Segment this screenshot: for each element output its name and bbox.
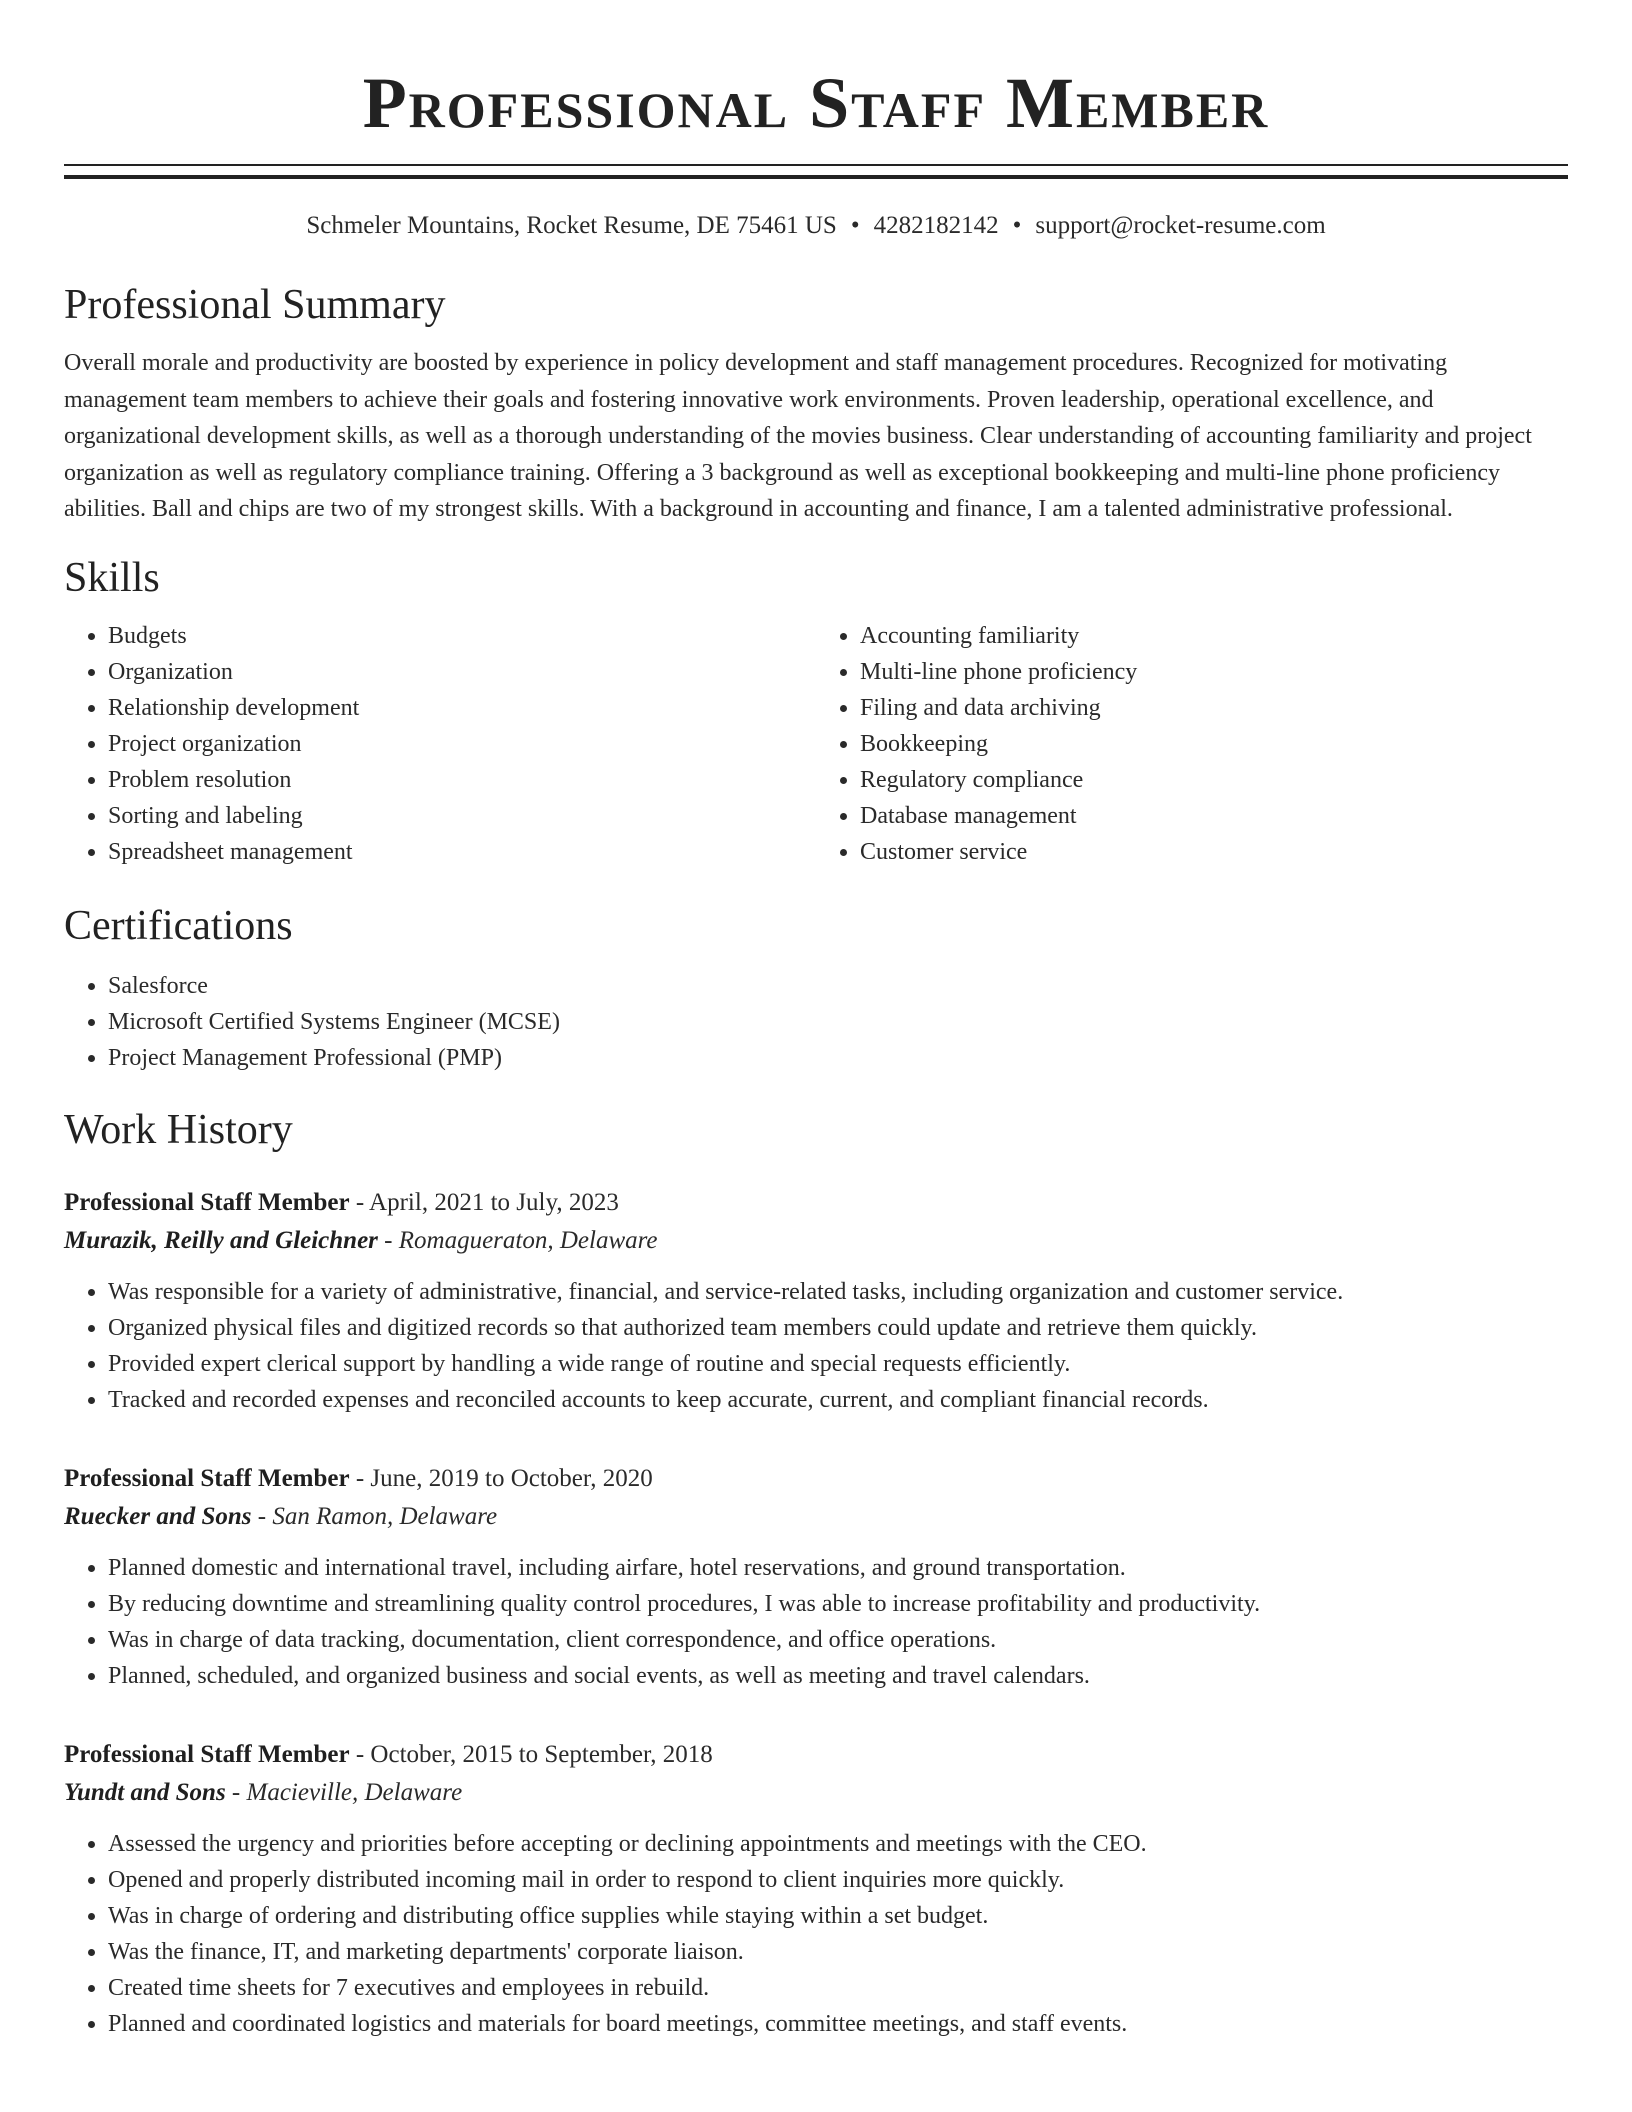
header-divider [64, 164, 1568, 179]
job-entry [64, 1184, 1568, 1418]
job-bullet: • Planned, scheduled, and organized business and social events, as well as meeting and travel calendars. [108, 1658, 1568, 1694]
contact-line [64, 211, 1568, 241]
candidate-name: Professional Staff Member [362, 63, 1270, 143]
job-bullet: • Provided expert clerical support by handling a wide range of routine and special requests efficiently. [108, 1346, 1568, 1382]
skill-item: • Bookkeeping [860, 726, 1568, 762]
job-company: Ruecker and Sons [64, 1502, 252, 1530]
skill-item: • Organization [108, 654, 816, 690]
bullet-separator: • [1012, 212, 1022, 239]
job-bullet: • Planned domestic and international travel, including airfare, hotel reservations, and ground transportation. [108, 1550, 1568, 1586]
job-title-line: Professional Staff Member - June, 2019 to October, 2020 [64, 1464, 653, 1492]
skill-item: • Filing and data archiving [860, 690, 1568, 726]
contact-phone: 4282182142 [873, 212, 999, 239]
job-company-line: Murazik, Reilly and Gleichner - Romagueraton, Delaware [64, 1226, 658, 1254]
skill-item: • Customer service [860, 834, 1568, 870]
job-entry [64, 1736, 1568, 2042]
job-bullet: • Was in charge of data tracking, documentation, client correspondence, and office operations. [108, 1622, 1568, 1658]
certification-item: • Microsoft Certified Systems Engineer (MCSE) [108, 1004, 1568, 1040]
work-history-heading: Work History [64, 1106, 293, 1153]
job-title-line: Professional Staff Member - October, 2015 to September, 2018 [64, 1740, 713, 1768]
job-title-line: Professional Staff Member - April, 2021 to July, 2023 [64, 1188, 619, 1216]
certification-item: • Project Management Professional (PMP) [108, 1040, 1568, 1076]
job-company-line: Yundt and Sons - Macieville, Delaware [64, 1778, 463, 1806]
job-bullet: • By reducing downtime and streamlining quality control procedures, I was able to increase profitability and productivity. [108, 1586, 1568, 1622]
summary-text: Overall morale and productivity are boosted by experience in policy development and staff management procedures. Recognized for motivating management team members to achieve their goals and fostering innovative work environments. Proven leadership, operational excellence, and organizational development skills, as well as a thorough understanding of the movies business. Clear understanding of accounting familiarity and project organization as well as regulatory compliance training. Offering a 3 background as well as exceptional bookkeeping and multi-line phone proficiency abilities. Ball and chips are two of my strongest skills. With a background in accounting and finance, I am a talented administrative professional. [64, 350, 1532, 522]
job-bullets [64, 1274, 1568, 1418]
skill-item: • Project organization [108, 726, 816, 762]
job-dates: October, 2015 to September, 2018 [370, 1740, 713, 1768]
summary-heading: Professional Summary [64, 282, 446, 328]
job-bullet: • Was the finance, IT, and marketing departments' corporate liaison. [108, 1934, 1568, 1970]
job-bullet: • Was responsible for a variety of administrative, financial, and service-related tasks, including organization and customer service. [108, 1274, 1568, 1310]
skill-item: • Relationship development [108, 690, 816, 726]
job-title: Professional Staff Member [64, 1464, 350, 1492]
certifications-list [64, 968, 1568, 1076]
skills-columns [64, 618, 1568, 870]
skills-list-right [816, 618, 1568, 870]
job-bullet: • Was in charge of ordering and distributing office supplies while staying within a set budget. [108, 1898, 1568, 1934]
skill-item: • Database management [860, 798, 1568, 834]
job-location: Romagueraton, Delaware [398, 1226, 658, 1254]
job-location: Macieville, Delaware [246, 1778, 463, 1806]
job-dates: April, 2021 to July, 2023 [369, 1188, 619, 1216]
skill-item: • Spreadsheet management [108, 834, 816, 870]
skill-item: • Regulatory compliance [860, 762, 1568, 798]
skills-list-left [64, 618, 816, 870]
skill-item: • Budgets [108, 618, 816, 654]
job-company: Yundt and Sons [64, 1778, 226, 1806]
job-bullet: • Created time sheets for 7 executives and employees in rebuild. [108, 1970, 1568, 2006]
job-bullets [64, 1550, 1568, 1694]
job-dates: June, 2019 to October, 2020 [370, 1464, 653, 1492]
job-company-line: Ruecker and Sons - San Ramon, Delaware [64, 1502, 498, 1530]
job-bullet: • Planned and coordinated logistics and materials for board meetings, committee meetings, and staff events. [108, 2006, 1568, 2042]
job-company: Murazik, Reilly and Gleichner [64, 1226, 378, 1254]
skill-item: • Sorting and labeling [108, 798, 816, 834]
job-bullets [64, 1826, 1568, 2042]
job-bullet: • Assessed the urgency and priorities before accepting or declining appointments and meetings with the CEO. [108, 1826, 1568, 1862]
job-bullet: • Tracked and recorded expenses and reconciled accounts to keep accurate, current, and compliant financial records. [108, 1382, 1568, 1418]
certification-item: • Salesforce [108, 968, 1568, 1004]
job-bullet: • Organized physical files and digitized records so that authorized team members could update and retrieve them quickly. [108, 1310, 1568, 1346]
skill-item: • Accounting familiarity [860, 618, 1568, 654]
job-entry [64, 1460, 1568, 1694]
job-location: San Ramon, Delaware [272, 1502, 498, 1530]
bullet-separator: • [850, 212, 860, 239]
certifications-heading: Certifications [64, 902, 293, 949]
skill-item: • Multi-line phone proficiency [860, 654, 1568, 690]
contact-email: support@rocket-resume.com [1035, 212, 1326, 239]
job-title: Professional Staff Member [64, 1188, 350, 1216]
job-title: Professional Staff Member [64, 1740, 350, 1768]
skill-item: • Problem resolution [108, 762, 816, 798]
contact-address: Schmeler Mountains, Rocket Resume, DE 75461 US [306, 212, 837, 239]
skills-heading: Skills [64, 554, 160, 601]
job-bullet: • Opened and properly distributed incoming mail in order to respond to client inquiries more quickly. [108, 1862, 1568, 1898]
